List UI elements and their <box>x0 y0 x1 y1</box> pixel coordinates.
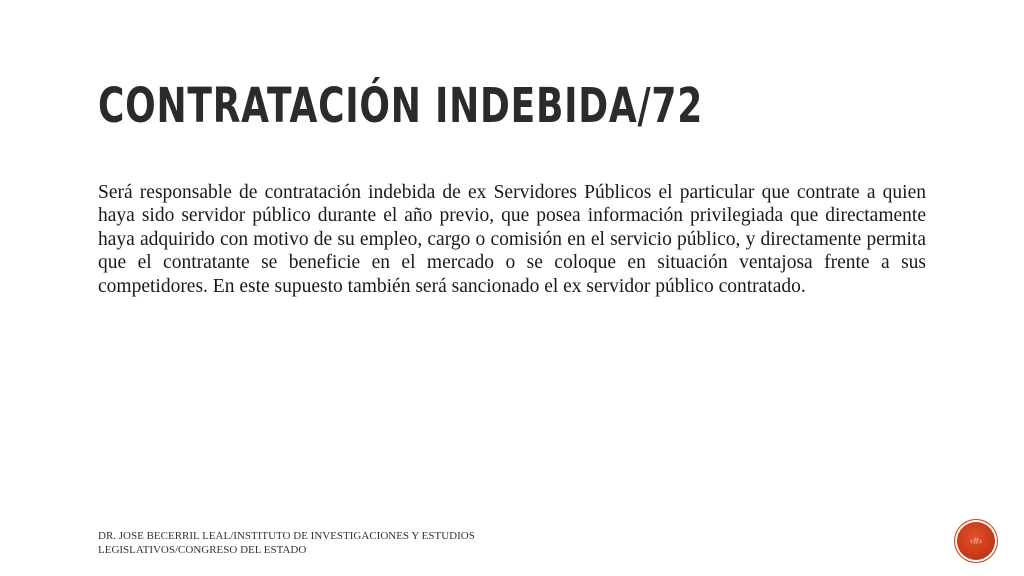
page-number-badge <box>957 522 995 560</box>
page-number: ‹#› <box>969 535 983 547</box>
slide-body-text: Será responsable de contratación indebida de ex Servidores Públicos el particular que contrate a quien haya sido servidor público durante el año previo, que posea información privilegiada que directamente haya adquirido con motivo de su empleo, cargo o comisión en el servicio público, y directamente permita que el contratante se beneficie en el mercado o se coloque en situación ventajosa frente a sus competidores. En este supuesto también será sancionado el ex servidor público contratado. <box>98 182 926 297</box>
slide-title: CONTRATACIÓN INDEBIDA/72 <box>98 78 704 134</box>
slide-footer: DR. JOSE BECERRIL LEAL/INSTITUTO DE INVESTIGACIONES Y ESTUDIOS LEGISLATIVOS/CONGRESO DEL ESTADO <box>98 530 475 556</box>
